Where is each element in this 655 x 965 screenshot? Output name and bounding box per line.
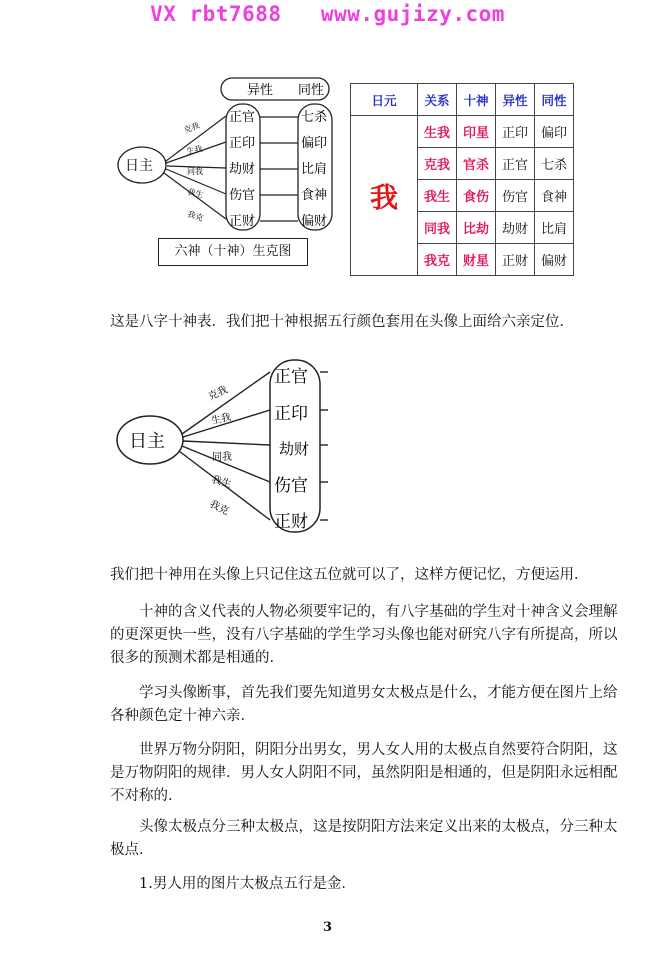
- god-label: 正财: [274, 512, 308, 532]
- paragraph: 1.男人用的图片太极点五行是金．: [139, 876, 356, 892]
- opposite-cell: 正官: [496, 148, 535, 180]
- god-right: 偏财: [301, 214, 328, 229]
- relation-label: 我克: [207, 498, 231, 518]
- watermark: VX rbt7688 www.gujizy.com: [150, 2, 505, 26]
- day-master-label: 日主: [129, 431, 165, 452]
- paragraph: 这是八字十神表．我们把十神根据五行颜色套用在头像上面给六亲定位．: [110, 314, 574, 330]
- god-right: 偏印: [301, 136, 328, 151]
- god-label: 伤官: [274, 476, 308, 496]
- relation-label: 克我: [182, 120, 201, 135]
- ten-gods-table: [350, 83, 574, 276]
- table-header: 关系: [418, 84, 457, 116]
- god-cell: 印星: [457, 116, 496, 148]
- relation-label: 同我: [187, 167, 203, 176]
- day-master-label: 日主: [125, 158, 153, 174]
- god-left: 劫财: [229, 162, 256, 177]
- relation-label: 我生: [210, 474, 233, 491]
- diagram-caption: 六神（十神）生克图: [158, 238, 308, 266]
- five-gods-diagram: [112, 358, 352, 538]
- relation-label: 我生: [186, 187, 205, 200]
- relation-cell: 我生: [418, 180, 457, 212]
- same-cell: 偏财: [535, 244, 574, 276]
- day-master-cell: 我: [351, 116, 418, 276]
- relation-label: 同我: [212, 452, 232, 463]
- god-cell: 比劫: [457, 212, 496, 244]
- god-right: 七杀: [301, 110, 328, 125]
- god-left: 伤官: [229, 188, 256, 203]
- same-cell: 七杀: [535, 148, 574, 180]
- same-cell: 比肩: [535, 212, 574, 244]
- table-header: 日元: [351, 84, 418, 116]
- header-opposite-sex: 异性: [247, 83, 274, 98]
- opposite-cell: 伤官: [496, 180, 535, 212]
- god-cell: 官杀: [457, 148, 496, 180]
- relation-cell: 我克: [418, 244, 457, 276]
- same-cell: 偏印: [535, 116, 574, 148]
- god-label: 正印: [274, 404, 308, 424]
- god-left: 正官: [229, 110, 256, 125]
- god-left: 正财: [229, 214, 256, 229]
- god-label: 劫财: [279, 440, 310, 458]
- god-right: 比肩: [301, 162, 328, 177]
- relation-label: 克我: [206, 384, 230, 403]
- relation-label: 生我: [210, 412, 233, 427]
- god-right: 食神: [301, 188, 328, 203]
- relation-cell: 克我: [418, 148, 457, 180]
- paragraph: 十神的含义代表的人物必须要牢记的，有八字基础的学生对十神含义会理解的更深更快一些，没有八字基础的学生学习头像也能对研究八字有所提高，所以很多的预测术都是相通的．: [110, 604, 618, 666]
- relation-label: 生我: [185, 144, 204, 156]
- relation-label: 我克: [186, 209, 205, 223]
- opposite-cell: 正印: [496, 116, 535, 148]
- header-same-sex: 同性: [298, 83, 325, 98]
- paragraph: 头像太极点分三种太极点，这是按阴阳方法来定义出来的太极点，分三种太极点．: [110, 819, 618, 858]
- god-label: 正官: [274, 367, 308, 387]
- opposite-cell: 劫财: [496, 212, 535, 244]
- god-cell: 食伤: [457, 180, 496, 212]
- relation-cell: 生我: [418, 116, 457, 148]
- opposite-cell: 正财: [496, 244, 535, 276]
- paragraph: 我们把十神用在头像上只记住这五位就可以了，这样方便记忆，方便运用．: [110, 567, 589, 583]
- six-gods-diagram: [110, 76, 350, 238]
- god-left: 正印: [229, 136, 256, 151]
- relation-cell: 同我: [418, 212, 457, 244]
- table-row: [351, 116, 574, 148]
- god-cell: 财星: [457, 244, 496, 276]
- table-header: 同性: [535, 84, 574, 116]
- table-header-row: [351, 84, 574, 116]
- paragraph: 学习头像断事，首先我们要先知道男女太极点是什么，才能方便在图片上给各种颜色定十神六亲．: [110, 685, 618, 724]
- page-number: 3: [322, 920, 333, 935]
- table-header: 十神: [457, 84, 496, 116]
- paragraph: 世界万物分阴阳，阴阳分出男女，男人女人用的太极点自然要符合阴阳，这是万物阴阳的规律．男人女人阴阳不同，虽然阴阳是相通的，但是阴阳永远相配不对称的．: [110, 742, 618, 804]
- same-cell: 食神: [535, 180, 574, 212]
- table-header: 异性: [496, 84, 535, 116]
